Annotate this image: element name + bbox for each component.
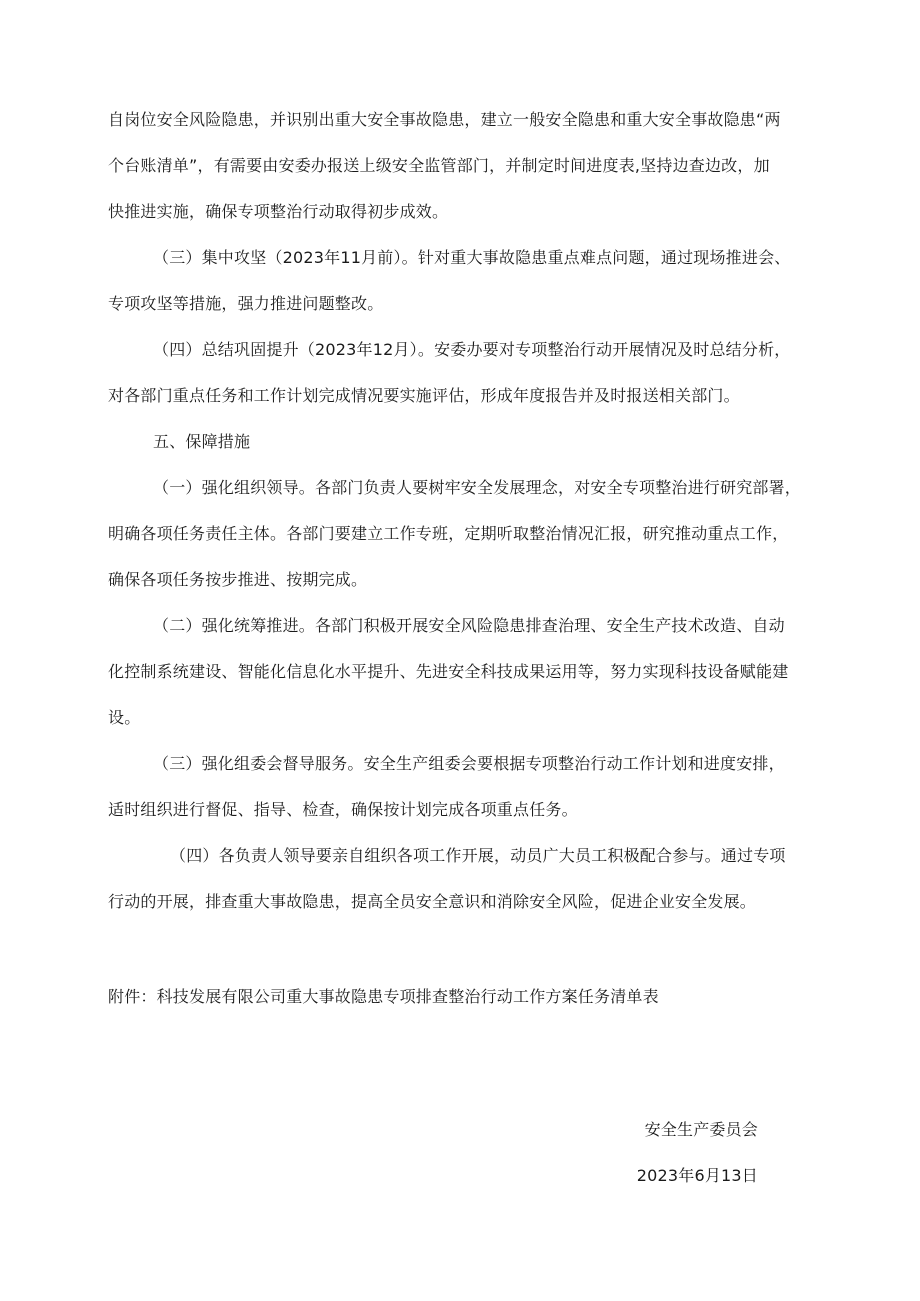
section-heading: 五、保障措施 <box>153 432 251 451</box>
paragraph-line: 确保各项任务按步推进、按期完成。 <box>108 570 368 589</box>
paragraph-line: 设。 <box>108 708 141 727</box>
paragraph-line: 行动的开展，排查重大事故隐患，提高全员安全意识和消除安全风险，促进企业安全发展。 <box>108 892 757 911</box>
paragraph-line: 适时组织进行督促、指导、检查，确保按计划完成各项重点任务。 <box>108 800 578 819</box>
paragraph-line: （一）强化组织领导。各部门负责人要树牢安全发展理念，对安全专项整治进行研究部署， <box>153 478 802 497</box>
attachment-line: 附件：科技发展有限公司重大事故隐患专项排查整治行动工作方案任务清单表 <box>108 987 659 1006</box>
paragraph-line: 个台账清单”，有需要由安委办报送上级安全监管部门，并制定时间进度表,坚持边查边改，加 <box>108 156 770 175</box>
paragraph-line: 专项攻坚等措施，强力推进问题整改。 <box>108 294 384 313</box>
paragraph-line: 对各部门重点任务和工作计划完成情况要实施评估，形成年度报告并及时报送相关部门。 <box>108 386 740 405</box>
signature-org: 安全生产委员会 <box>644 1120 758 1139</box>
paragraph-line: （四）各负责人领导要亲自组织各项工作开展，动员广大员工积极配合参与。通过专项 <box>170 846 786 865</box>
paragraph-line: 自岗位安全风险隐患，并识别出重大安全事故隐患，建立一般安全隐患和重大安全事故隐患“两 <box>108 110 781 129</box>
signature-date: 2023年6月13日 <box>636 1166 758 1185</box>
paragraph-line: 化控制系统建设、智能化信息化水平提升、先进安全科技成果运用等，努力实现科技设备赋能建 <box>108 662 789 681</box>
paragraph-line: （二）强化统筹推进。各部门积极开展安全风险隐患排查治理、安全生产技术改造、自动 <box>153 616 785 635</box>
paragraph-line: （三）强化组委会督导服务。安全生产组委会要根据专项整治行动工作计划和进度安排， <box>153 754 785 773</box>
paragraph-line: （三）集中攻坚（2023年11月前）。针对重大事故隐患重点难点问题，通过现场推进会、 <box>153 248 791 267</box>
paragraph-line: （四）总结巩固提升（2023年12月）。安委办要对专项整治行动开展情况及时总结分析， <box>153 340 791 359</box>
paragraph-line: 快推进实施，确保专项整治行动取得初步成效。 <box>108 202 449 221</box>
paragraph-line: 明确各项任务责任主体。各部门要建立工作专班，定期听取整治情况汇报，研究推动重点工作， <box>108 524 789 543</box>
